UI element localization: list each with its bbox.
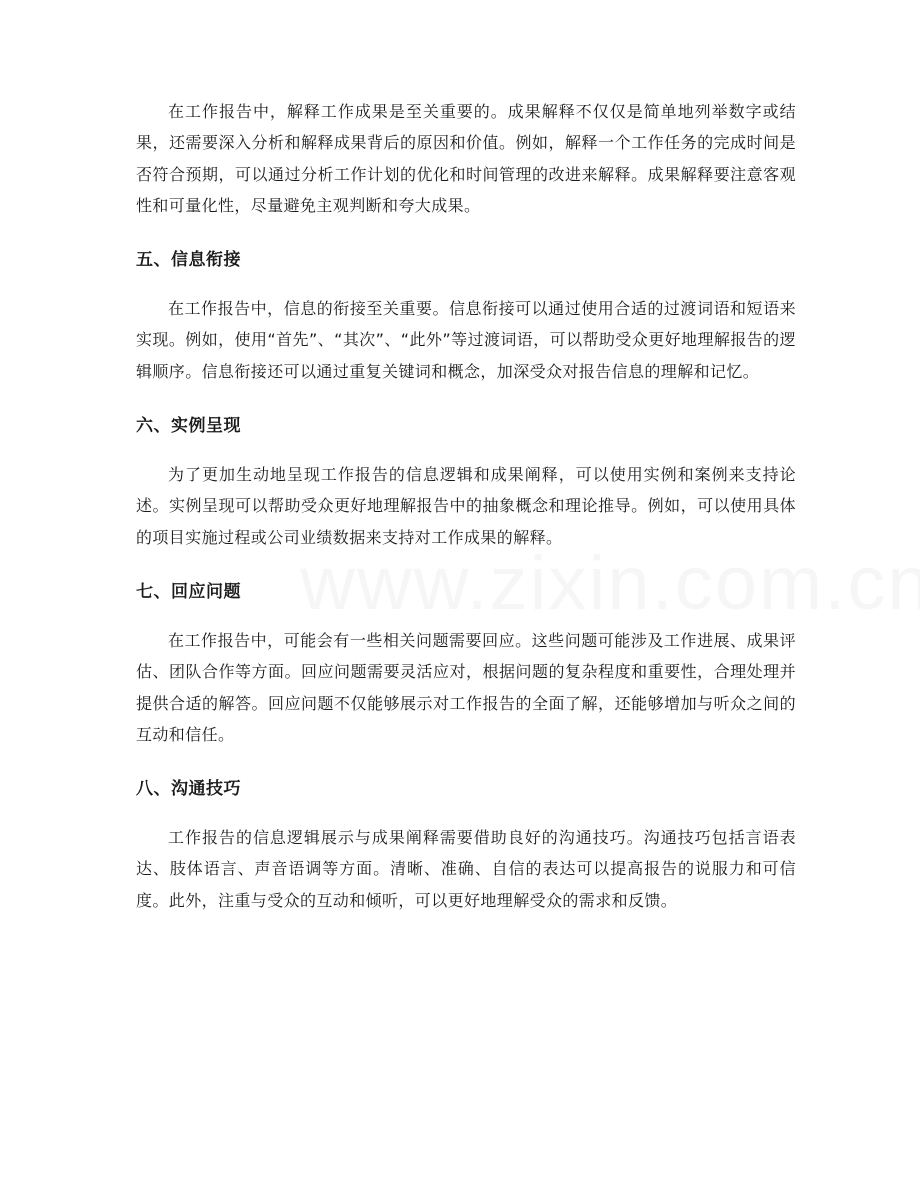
document-body [136,96,796,916]
heading-example-presentation: 六、实例呈现 [136,416,241,437]
paragraph-example-presentation: 为了更加生动地呈现工作报告的信息逻辑和成果阐释，可以使用实例和案例来支持论述。实例呈现可以帮助受众更好地理解报告中的抽象概念和理论推导。例如，可以使用具体的项目实施过程或公司业绩数据来支持对工作成果的解释。 [136,465,796,547]
paragraph-respond-questions: 在工作报告中，可能会有一些相关问题需要回应。这些问题可能涉及工作进展、成果评估、团队合作等方面。回应问题需要灵活应对，根据问题的复杂程度和重要性，合理处理并提供合适的解答。回应问题不仅能够展示对工作报告的全面了解，还能够增加与听众之间的互动和信任。 [136,630,796,744]
heading-respond-questions: 七、回应问题 [136,581,241,602]
heading-information-linking: 五、信息衔接 [136,250,241,271]
heading-communication-skills: 八、沟通技巧 [136,779,241,800]
paragraph-result-explanation: 在工作报告中，解释工作成果是至关重要的。成果解释不仅仅是简单地列举数字或结果，还需要深入分析和解释成果背后的原因和价值。例如，解释一个工作任务的完成时间是否符合预期，可以通过分析工作计划的优化和时间管理的改进来解释。成果解释要注意客观性和可量化性，尽量避免主观判断和夸大成果。 [136,102,796,215]
paragraph-information-linking: 在工作报告中，信息的衔接至关重要。信息衔接可以通过使用合适的过渡词语和短语来实现。例如，使用“首先”、“其次”、“此外”等过渡词语，可以帮助受众更好地理解报告的逻辑顺序。信息衔接还可以通过重复关键词和概念，加深受众对报告信息的理解和记忆。 [136,299,796,381]
paragraph-communication-skills: 工作报告的信息逻辑展示与成果阐释需要借助良好的沟通技巧。沟通技巧包括言语表达、肢体语言、声音语调等方面。清晰、准确、自信的表达可以提高报告的说服力和可信度。此外，注重与受众的互动和倾听，可以更好地理解受众的需求和反馈。 [136,828,796,910]
